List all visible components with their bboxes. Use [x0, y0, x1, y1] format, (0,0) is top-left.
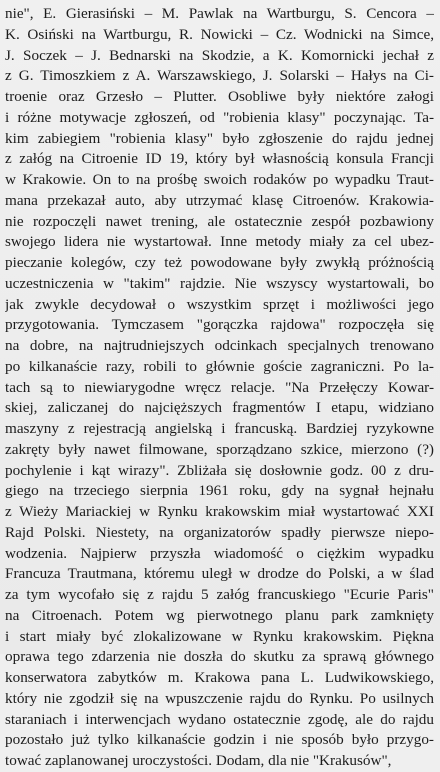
text-line: i różne motywacje zgłoszeń, od "robienia klasy" poczynając. Ta-	[5, 108, 434, 126]
text-line: konserwatora zabytków m. Krakowa pana L. Ludwikowskiego,	[5, 669, 434, 686]
text-line: z G. Timoszkiem z A. Warszawskiego, J. Solarski – Hałys na Ci-	[5, 67, 434, 85]
text-line: Rajd Polski. Niestety, na organizatorów spadły pierwsze niepo-	[5, 523, 434, 541]
text-line: swojego lidera nie wystartował. Inne metody miały za cel ubez-	[5, 233, 434, 251]
text-line: kim zabiegiem "robienia klasy" było zgłoszenie do rajdu jednej	[5, 129, 434, 147]
text-line: na dobre, na najtrudniejszych odcinkach specjalnych trenowano	[5, 337, 434, 354]
text-line: który nie zgodził się na wpuszczenie rajdu do Rynku. Po usilnych	[5, 689, 434, 707]
text-line: z załóg na Citroenie ID 19, który był własnością konsula Francji	[5, 150, 434, 168]
text-line: pochylenie i kąt wirazy". Zbliżała się dosłownie godz. 00 z dru-	[5, 461, 434, 479]
text-line: mana przekazał auto, aby utrzymać klasę Citroenów. Krakowia-	[5, 191, 434, 209]
text-line: za tym wycofało się z rajdu 5 załóg francuskiego "Ecurie Paris"	[5, 586, 434, 603]
text-line: po kilkanaście razy, robili to głównie goście zagraniczni. Po la-	[5, 357, 434, 375]
text-line: giego na trzeciego sierpnia 1961 roku, gdy na sygnał hejnału	[5, 482, 434, 500]
text-line: na Citroenach. Potem wg pierwotnego planu park zamknięty	[5, 606, 434, 624]
text-line: uczestniczenia w "takim" rajdzie. Nie wszyscy wystartowali, bo	[5, 274, 434, 292]
text-line: przygotowania. Tymczasem "gorączka rajdowa" rozpoczęła się	[5, 316, 434, 334]
text-line: troenie oraz Grzesło – Plutter. Osobliwe były niektóre załogi	[5, 88, 434, 105]
text-line: tować zaplanowanej uroczystości. Dodam, dla nie "Krakusów",	[5, 752, 392, 769]
text-line: wodzenia. Najpierw przyszła wiadomość o ciężkim wypadku	[5, 544, 434, 562]
text-line: nie", E. Gierasiński – M. Pawlak na Wartburgu, S. Cencora –	[5, 5, 434, 22]
text-line: z Wieży Mariackiej w Rynku krakowskim miał wystartować XXI	[5, 503, 434, 520]
text-line: nie rozpoczęli nawet trening, ale ostatecznie zespół pozbawiony	[5, 212, 434, 230]
text-line: i start miały być zlokalizowane w Rynku krakowskim. Piękna	[5, 627, 434, 645]
text-line: K. Osiński na Wartburgu, R. Nowicki – Cz. Wodnicki na Simce,	[5, 25, 434, 43]
text-line: skiej, zaliczanej do najcięższych fragmentów I etapu, widziano	[5, 399, 434, 417]
text-line: J. Soczek – J. Bednarski na Skodzie, a K. Komornicki jechał z	[5, 46, 434, 64]
text-line: maszyny z rejestracją angielską i francuską. Bardziej ryzykowne	[5, 420, 434, 437]
text-line: Francuza Trautmana, któremu uległ w drodze do Polski, a w ślad	[5, 565, 434, 583]
text-line: pozostało już tylko kilkanaście godzin i nie sposób było przygo-	[5, 731, 434, 749]
text-line: jak zwykle decydował o wszystkim sprzęt i możliwości jego	[5, 295, 434, 313]
text-line: tach są to niewiarygodne wręcz relacje. "Na Przełęczy Kowar-	[5, 378, 434, 396]
text-line: w Krakowie. On to na prośbę swoich rodaków po wypadku Traut-	[5, 171, 434, 188]
text-line: staraniach i interwencjach wydano ostatecznie zgodę, ale do rajdu	[5, 710, 434, 728]
text-line: zakręty były nawet filmowane, sporządzano szkice, mierzono (?)	[5, 440, 434, 458]
body-text	[5, 4, 434, 772]
text-line: pieczanie kolegów, czy też powodowane były zwykłą próżnością	[5, 254, 434, 271]
text-line: oprawa tego zdarzenia nie doszła do skutku za sprawą głównego	[5, 648, 434, 666]
